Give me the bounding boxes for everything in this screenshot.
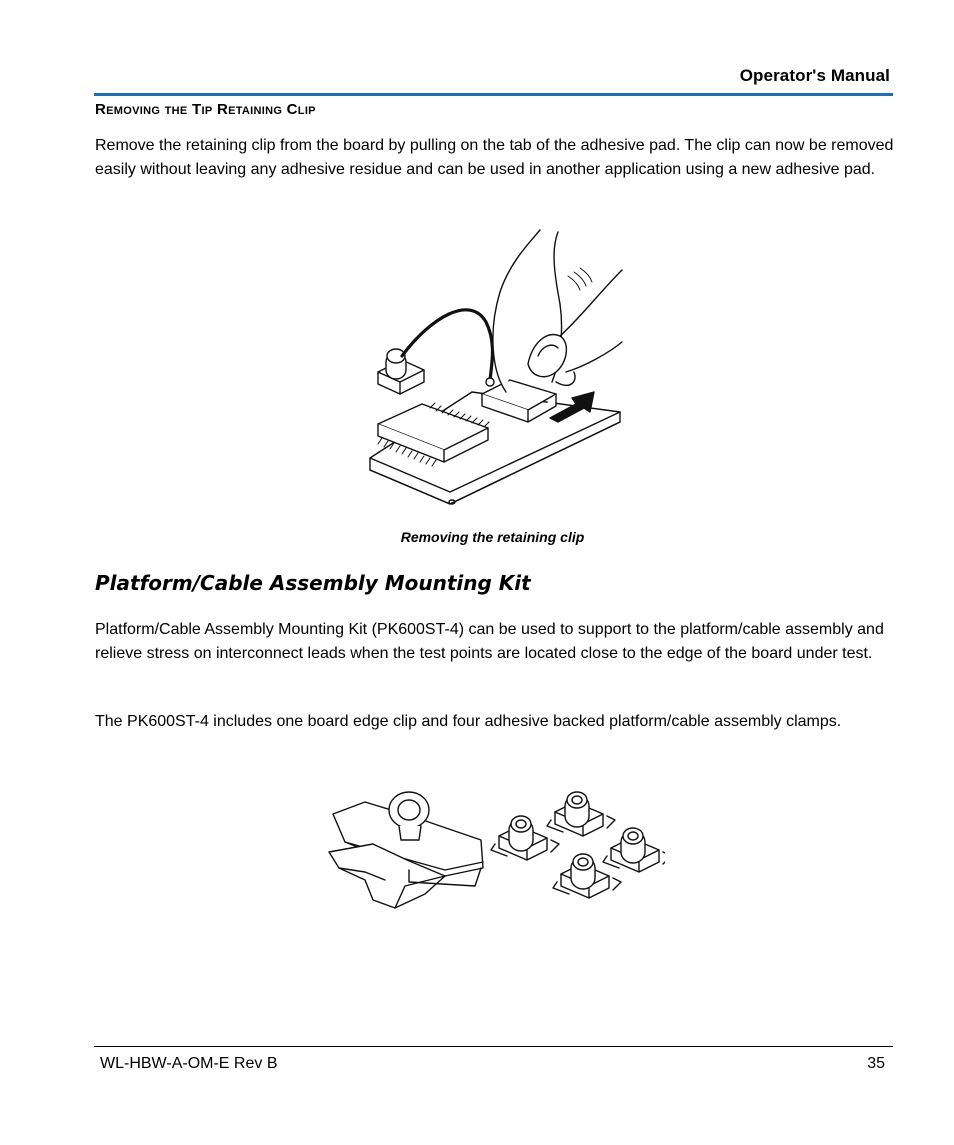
cable-clamp-3 bbox=[603, 828, 665, 872]
header-title: Operator's Manual bbox=[739, 66, 890, 85]
kit-paragraph-2: The PK600ST-4 includes one board edge clip and four adhesive backed platform/cable assembly clamps. bbox=[95, 713, 842, 730]
board-edge-clip bbox=[329, 792, 483, 908]
retaining-clip-illustration bbox=[360, 222, 628, 520]
footer-rule bbox=[94, 1046, 893, 1047]
cable-clamp-2 bbox=[547, 792, 615, 836]
footer-doc-id: WL-HBW-A-OM-E Rev B bbox=[100, 1055, 278, 1072]
section-paragraph: Remove the retaining clip from the board by pulling on the tab of the adhesive pad. The clip can now be removed easily without leaving any adhesive residue and can be used in another application using a new adhesive pad. bbox=[95, 137, 894, 178]
kit-paragraph-1: Platform/Cable Assembly Mounting Kit (PK600ST-4) can be used to support to the platform/cable assembly and relieve stress on interconnect leads when the test points are located close to the edge of the board under test. bbox=[95, 621, 884, 662]
section-heading: Removing the Tip Retaining Clip bbox=[95, 101, 316, 118]
mounting-kit-illustration bbox=[325, 776, 665, 916]
figure-caption: Removing the retaining clip bbox=[400, 529, 585, 545]
page-number: 35 bbox=[867, 1055, 885, 1072]
kit-heading: Platform/Cable Assembly Mounting Kit bbox=[95, 571, 531, 595]
header-rule bbox=[94, 93, 893, 96]
